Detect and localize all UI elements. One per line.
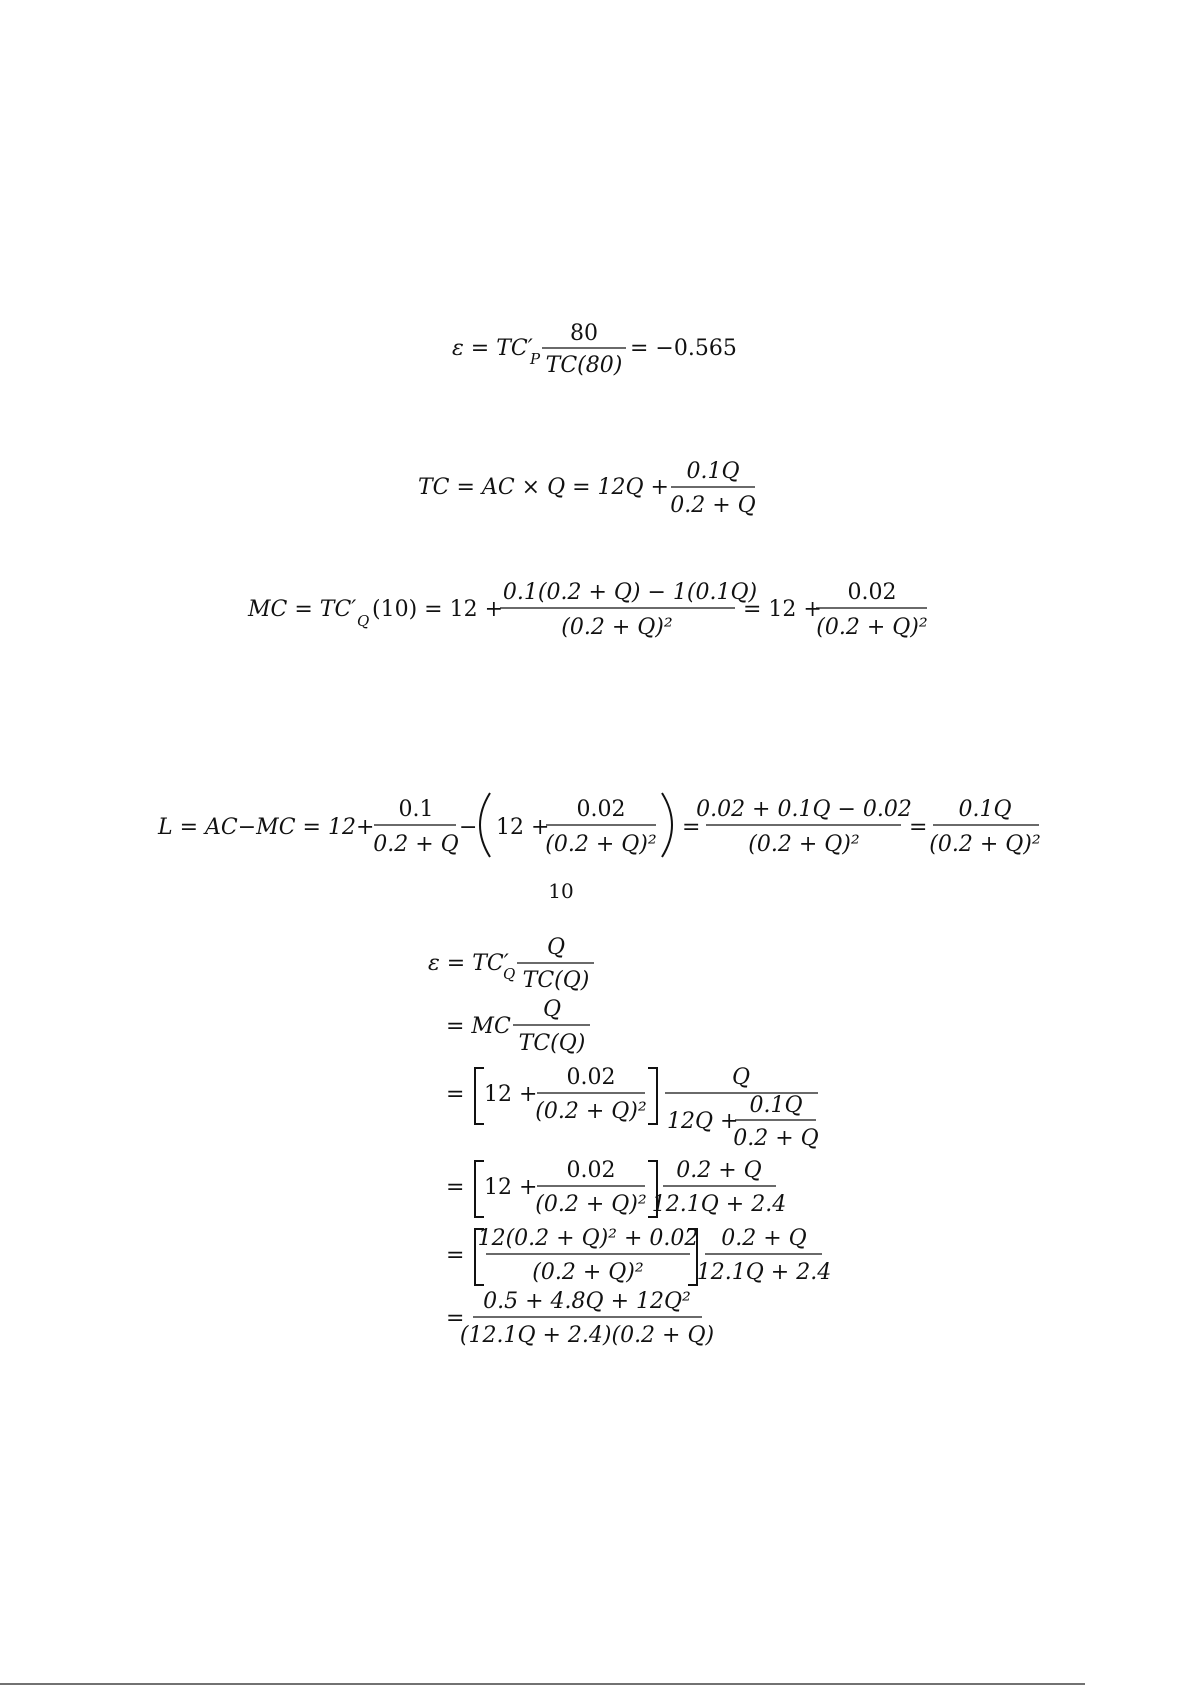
eq1-subscript: P: [530, 350, 541, 368]
deriv-line5-denominator-2: 12.1Q + 2.4: [696, 1260, 832, 1285]
deriv-line1-lhs: ε = TC′: [428, 951, 509, 976]
eq4-numerator-3: 0.02 + 0.1Q − 0.02: [696, 797, 912, 822]
value-label-10: 10: [548, 879, 574, 903]
eq1-numerator: 80: [570, 321, 598, 346]
deriv-line1-numerator: Q: [546, 935, 566, 960]
eq4-numerator-1: 0.1: [398, 797, 434, 822]
eq4-numerator-2: 0.02: [576, 797, 626, 822]
eq4-denominator-2: (0.2 + Q)²: [545, 832, 657, 857]
deriv-line4-denominator-1: (0.2 + Q)²: [535, 1192, 647, 1217]
eq3-denominator-2: (0.2 + Q)²: [816, 615, 928, 640]
eq2-denominator: 0.2 + Q: [670, 493, 756, 518]
deriv-line5-numerator-1: 12(0.2 + Q)² + 0.02: [477, 1226, 699, 1251]
deriv-line5-equals: =: [446, 1243, 465, 1268]
eq3-numerator-2: 0.02: [847, 580, 897, 605]
eq1-rhs: = −0.565: [630, 336, 737, 361]
eq3-numerator-1: 0.1(0.2 + Q) − 1(0.1Q): [502, 580, 758, 605]
deriv-line3-denominator-1: (0.2 + Q)²: [535, 1099, 647, 1124]
eq4-left-paren: [480, 793, 490, 857]
deriv-line2-lhs: = MC: [446, 1014, 511, 1039]
eq4-denominator-3: (0.2 + Q)²: [748, 832, 860, 857]
deriv-line5-numerator-2: 0.2 + Q: [721, 1226, 807, 1251]
eq2-lhs: TC = AC × Q = 12Q +: [418, 475, 669, 500]
elasticity-derivation: [428, 935, 831, 1348]
eq3-lhs-a: MC = TC′: [248, 597, 357, 622]
eq4-numerator-4: 0.1Q: [958, 797, 1012, 822]
deriv-line3-numerator-2: Q: [731, 1065, 751, 1090]
eq4-minus: −: [459, 815, 478, 840]
deriv-line4-numerator-1: 0.02: [566, 1158, 616, 1183]
deriv-line6-equals: =: [446, 1306, 465, 1331]
deriv-line4-inner: 12 +: [484, 1175, 538, 1200]
eq4-equals-2: =: [909, 815, 928, 840]
deriv-line2-numerator: Q: [542, 997, 562, 1022]
deriv-line6-denominator: (12.1Q + 2.4)(0.2 + Q): [459, 1323, 715, 1348]
eq4-right-paren: [662, 793, 672, 857]
eq4-denominator-1: 0.2 + Q: [373, 832, 459, 857]
eq4-equals-1: =: [682, 815, 701, 840]
deriv-line3-denominator-2a: 12Q +: [667, 1109, 739, 1134]
deriv-line3-equals: =: [446, 1082, 465, 1107]
eq3-denominator-1: (0.2 + Q)²: [561, 615, 673, 640]
deriv-line3-numerator-1: 0.02: [566, 1065, 616, 1090]
eq3-lhs-b: (10) = 12 +: [372, 597, 504, 622]
deriv-line3-nested-denominator: 0.2 + Q: [733, 1126, 819, 1151]
deriv-line6-numerator: 0.5 + 4.8Q + 12Q²: [483, 1289, 691, 1314]
elasticity-price-equation: [452, 321, 737, 378]
deriv-line4-equals: =: [446, 1175, 465, 1200]
eq2-numerator: 0.1Q: [686, 459, 740, 484]
deriv-line2-denominator: TC(Q): [518, 1031, 586, 1056]
eq3-subscript: Q: [357, 612, 370, 630]
deriv-line4-numerator-2: 0.2 + Q: [676, 1158, 762, 1183]
eq4-denominator-4: (0.2 + Q)²: [929, 832, 1041, 857]
deriv-line1-denominator: TC(Q): [522, 968, 590, 993]
eq3-mid: = 12 +: [743, 597, 822, 622]
eq4-inner: 12 +: [496, 815, 550, 840]
deriv-line3-left-bracket: [475, 1068, 484, 1124]
lerner-index-equation: [157, 793, 1041, 857]
deriv-line4-left-bracket: [475, 1161, 484, 1217]
deriv-line3-inner: 12 +: [484, 1082, 538, 1107]
deriv-line1-subscript: Q: [503, 965, 516, 983]
eq1-denominator: TC(80): [545, 353, 623, 378]
deriv-line3-right-bracket: [648, 1068, 657, 1124]
deriv-line5-denominator-1: (0.2 + Q)²: [532, 1260, 644, 1285]
eq1-lhs: ε = TC′: [452, 336, 533, 361]
total-cost-equation: [418, 459, 756, 518]
deriv-line3-nested-numerator: 0.1Q: [749, 1093, 803, 1118]
marginal-cost-equation: [247, 580, 928, 640]
deriv-line4-denominator-2: 12.1Q + 2.4: [651, 1192, 787, 1217]
eq4-lhs: L = AC−MC = 12+: [158, 815, 375, 840]
